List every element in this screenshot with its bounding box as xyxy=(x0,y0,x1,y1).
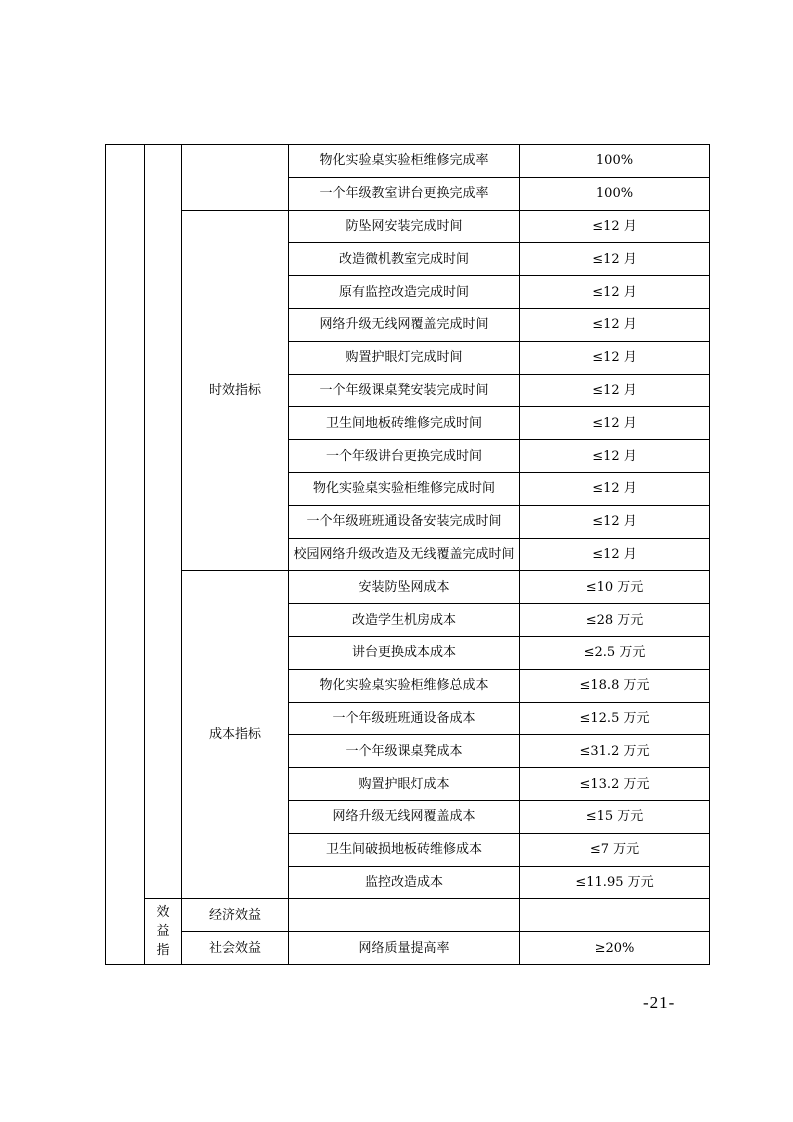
table-row xyxy=(106,145,710,178)
indicator-name-cell: 网络升级无线网覆盖完成时间 xyxy=(289,308,520,341)
benefit-label-char: 指 xyxy=(156,943,170,959)
table-row xyxy=(106,571,710,604)
indicator-name-cell: 一个年级班班通设备安装完成时间 xyxy=(289,505,520,538)
indicator-value-cell: ≤12 月 xyxy=(520,243,710,276)
indicator-name-cell: 物化实验桌实验柜维修总成本 xyxy=(289,669,520,702)
indicator-name-cell: 物化实验桌实验柜维修完成时间 xyxy=(289,472,520,505)
indicator-value-cell: 100% xyxy=(520,145,710,178)
indicator-value-cell: ≤10 万元 xyxy=(520,571,710,604)
indicator-name-cell: 安装防坠网成本 xyxy=(289,571,520,604)
indicator-value-cell: ≤13.2 万元 xyxy=(520,768,710,801)
table-row xyxy=(106,932,710,965)
indicator-name-cell: 监控改造成本 xyxy=(289,866,520,899)
benefit-category-cell: 经济效益 xyxy=(182,899,289,932)
indicator-value-cell: ≤18.8 万元 xyxy=(520,669,710,702)
indicator-value-cell: ≤12 月 xyxy=(520,210,710,243)
indicator-value-cell: ≤12 月 xyxy=(520,374,710,407)
indicator-name-cell: 一个年级班班通设备成本 xyxy=(289,702,520,735)
indicator-value-cell: ≤12.5 万元 xyxy=(520,702,710,735)
indicator-value-cell xyxy=(520,899,710,932)
indicator-value-cell: ≤15 万元 xyxy=(520,800,710,833)
indicator-name-cell: 网络质量提高率 xyxy=(289,932,520,965)
indicator-name-cell: 原有监控改造完成时间 xyxy=(289,276,520,309)
benefit-category-cell: 社会效益 xyxy=(182,932,289,965)
indicator-name-cell: 校园网络升级改造及无线覆盖完成时间 xyxy=(289,538,520,571)
page-number: -21- xyxy=(643,993,676,1012)
indicator-value-cell: ≤2.5 万元 xyxy=(520,636,710,669)
indicator-name-cell: 讲台更换成本成本 xyxy=(289,636,520,669)
indicator-value-cell: ≤12 月 xyxy=(520,341,710,374)
table-row xyxy=(106,899,710,932)
indicator-value-cell: ≤7 万元 xyxy=(520,833,710,866)
indicator-name-cell: 一个年级课桌凳安装完成时间 xyxy=(289,374,520,407)
benefit-indicator-label xyxy=(145,899,182,965)
indicator-name-cell: 一个年级讲台更换完成时间 xyxy=(289,440,520,473)
indicator-value-cell: ≤12 月 xyxy=(520,276,710,309)
level3-cell xyxy=(182,145,289,211)
indicator-name-cell: 卫生间地板砖维修完成时间 xyxy=(289,407,520,440)
level1-cell xyxy=(106,145,145,965)
indicator-name-cell: 改造学生机房成本 xyxy=(289,604,520,637)
indicator-table-body xyxy=(106,145,710,965)
indicator-name-cell: 卫生间破损地板砖维修成本 xyxy=(289,833,520,866)
indicator-value-cell: ≤12 月 xyxy=(520,505,710,538)
indicator-value-cell: 100% xyxy=(520,177,710,210)
indicator-table xyxy=(105,144,710,965)
category-timeliness: 时效指标 xyxy=(182,210,289,571)
benefit-label-char: 效 xyxy=(156,905,170,921)
benefit-label-char: 益 xyxy=(156,924,170,940)
indicator-name-cell: 防坠网安装完成时间 xyxy=(289,210,520,243)
indicator-value-cell: ≤12 月 xyxy=(520,407,710,440)
indicator-name-cell: 物化实验桌实验柜维修完成率 xyxy=(289,145,520,178)
indicator-value-cell: ≤12 月 xyxy=(520,440,710,473)
category-cost: 成本指标 xyxy=(182,571,289,899)
indicator-value-cell: ≤12 月 xyxy=(520,538,710,571)
indicator-value-cell: ≥20% xyxy=(520,932,710,965)
indicator-name-cell xyxy=(289,899,520,932)
indicator-value-cell: ≤31.2 万元 xyxy=(520,735,710,768)
table-row xyxy=(106,210,710,243)
indicator-name-cell: 一个年级课桌凳成本 xyxy=(289,735,520,768)
indicator-value-cell: ≤28 万元 xyxy=(520,604,710,637)
indicator-value-cell: ≤12 月 xyxy=(520,472,710,505)
indicator-name-cell: 改造微机教室完成时间 xyxy=(289,243,520,276)
indicator-name-cell: 网络升级无线网覆盖成本 xyxy=(289,800,520,833)
indicator-name-cell: 购置护眼灯完成时间 xyxy=(289,341,520,374)
indicator-value-cell: ≤11.95 万元 xyxy=(520,866,710,899)
level2-cell xyxy=(145,145,182,899)
indicator-value-cell: ≤12 月 xyxy=(520,308,710,341)
indicator-name-cell: 一个年级教室讲台更换完成率 xyxy=(289,177,520,210)
indicator-name-cell: 购置护眼灯成本 xyxy=(289,768,520,801)
